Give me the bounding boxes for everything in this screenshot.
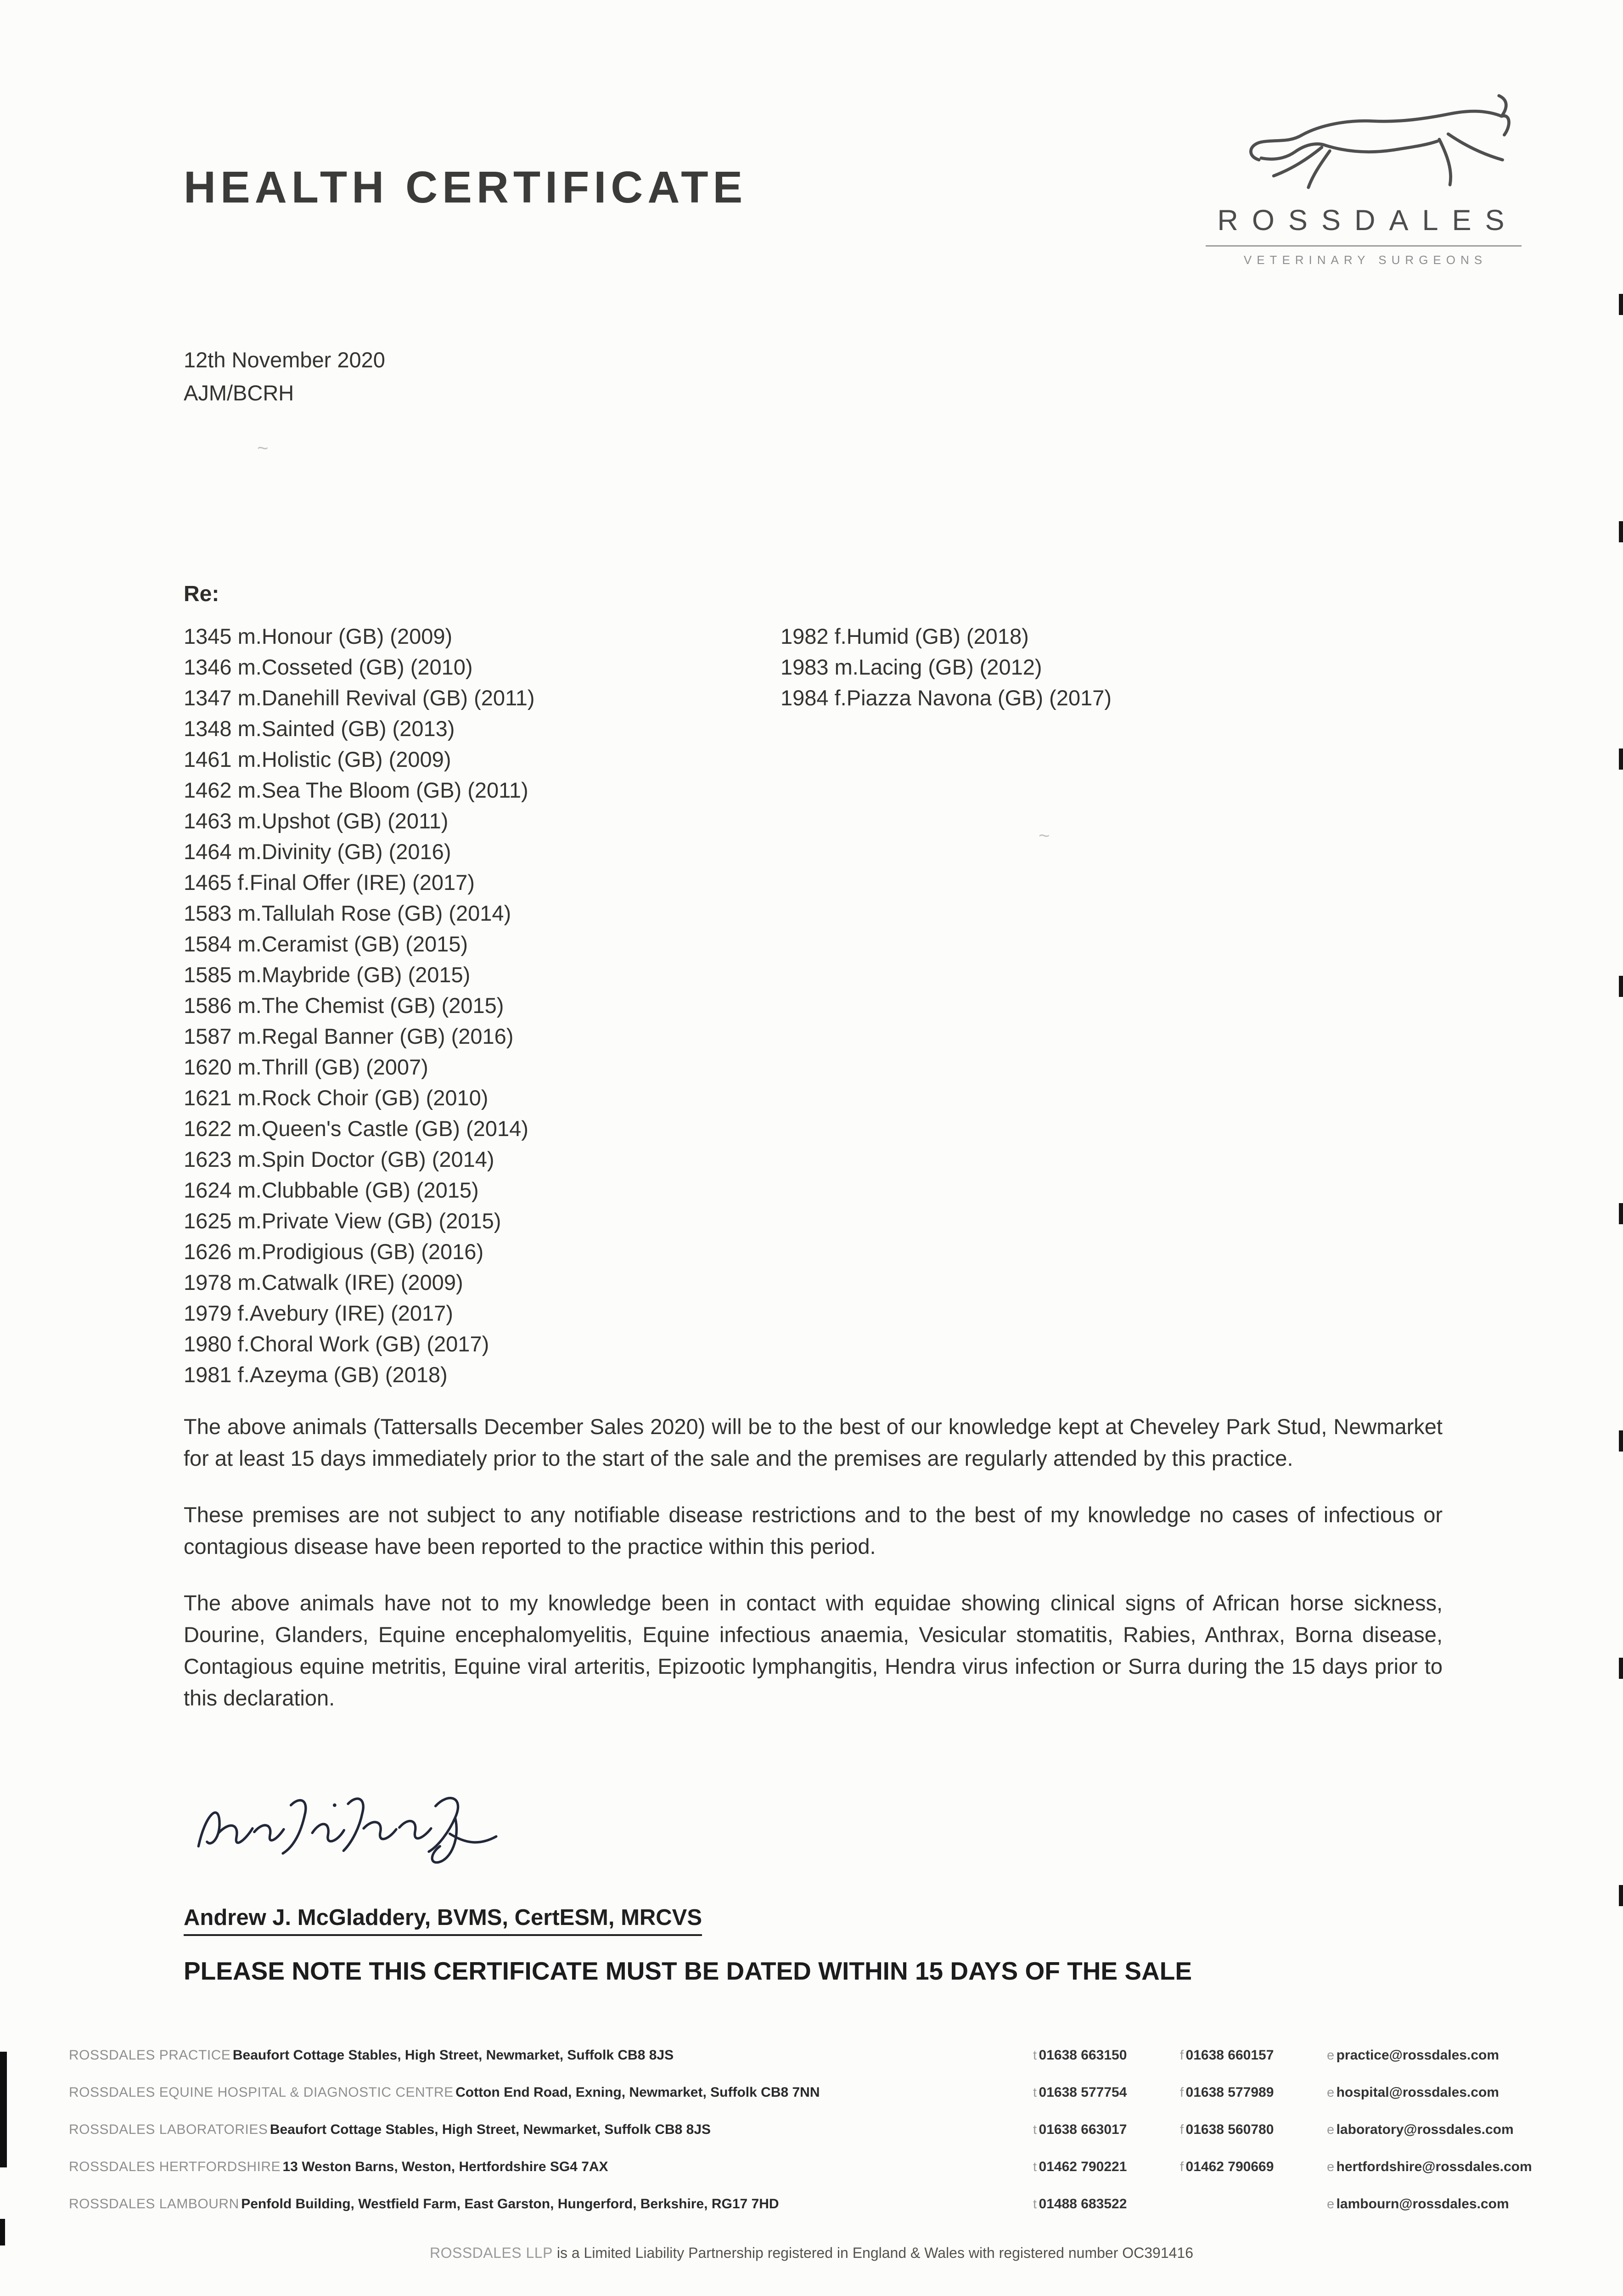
footer-office-row xyxy=(69,2112,1556,2150)
horse-list-item: 1620 m.Thrill (GB) (2007) xyxy=(184,1055,428,1079)
office-location xyxy=(69,2038,1033,2075)
office-fax xyxy=(1180,2075,1327,2112)
horse-list-item: 1623 m.Spin Doctor (GB) (2014) xyxy=(184,1147,494,1171)
office-email xyxy=(1327,2075,1556,2112)
office-email xyxy=(1327,2112,1556,2150)
office-fax xyxy=(1180,2038,1327,2075)
scan-artifact-left-blob xyxy=(0,2219,5,2245)
office-name: ROSSDALES PRACTICE xyxy=(69,2048,231,2063)
fax-number: 01638 660157 xyxy=(1185,2048,1274,2063)
scan-artifact-right-dash xyxy=(1619,748,1623,770)
tel-prefix: t xyxy=(1033,2085,1037,2100)
horse-list-item: 1464 m.Divinity (GB) (2016) xyxy=(184,839,451,864)
office-telephone xyxy=(1033,2112,1180,2150)
logo-tagline: VETERINARY SURGEONS xyxy=(1243,253,1488,267)
horse-list-item: 1348 m.Sainted (GB) (2013) xyxy=(184,716,455,741)
office-email xyxy=(1327,2187,1556,2224)
email-prefix: e xyxy=(1327,2085,1335,2100)
office-address: 13 Weston Barns, Weston, Hertfordshire SG4 7AX xyxy=(282,2159,608,2174)
tel-prefix: t xyxy=(1033,2197,1037,2212)
tel-prefix: t xyxy=(1033,2122,1037,2137)
scan-speck: ~ xyxy=(1039,825,1050,846)
email-prefix: e xyxy=(1327,2197,1335,2212)
paragraph: The above animals have not to my knowledge been in contact with equidae showing clinical signs of African horse sickness, Dourine, Glanders, Equine encephalomyelitis, Equine infectious anaemia, Vesicular stomatitis, Rabies, Anthrax, Borna disease, Contagious equine metritis, Equine viral arteritis, Epizootic lymphangitis, Hendra virus infection or Surra during the 15 days prior to this declaration. xyxy=(184,1591,1443,1710)
horse-list-item: 1978 m.Catwalk (IRE) (2009) xyxy=(184,1270,463,1294)
letter-meta xyxy=(184,343,385,410)
scan-speck: ~ xyxy=(257,437,269,459)
scan-artifact-right-dash xyxy=(1619,1885,1623,1906)
email-address: hertfordshire@rossdales.com xyxy=(1336,2159,1532,2174)
re-label: Re: xyxy=(184,582,219,606)
letter-date: 12th November 2020 xyxy=(184,348,385,372)
office-name: ROSSDALES HERTFORDSHIRE xyxy=(69,2159,281,2174)
horse-list-item: 1462 m.Sea The Bloom (GB) (2011) xyxy=(184,778,528,802)
logo-wordmark: ROSSDALES xyxy=(1217,204,1518,236)
fax-prefix: f xyxy=(1180,2048,1184,2063)
tel-number: 01638 663150 xyxy=(1039,2048,1127,2063)
horse-list-right xyxy=(781,621,1112,713)
office-location xyxy=(69,2112,1033,2150)
horse-list-item: 1347 m.Danehill Revival (GB) (2011) xyxy=(184,686,535,710)
horse-list-item: 1583 m.Tallulah Rose (GB) (2014) xyxy=(184,901,511,925)
tel-number: 01638 663017 xyxy=(1039,2122,1127,2137)
registration-text: is a Limited Liability Partnership registered in England & Wales with registered number OC391416 xyxy=(552,2245,1194,2261)
email-prefix: e xyxy=(1327,2048,1335,2063)
office-address: Beaufort Cottage Stables, High Street, Newmarket, Suffolk CB8 8JS xyxy=(232,2048,674,2063)
office-address: Penfold Building, Westfield Farm, East Garston, Hungerford, Berkshire, RG17 7HD xyxy=(241,2196,779,2212)
scan-artifact-right-dash xyxy=(1619,1658,1623,1679)
horse-icon xyxy=(1203,92,1524,201)
office-email xyxy=(1327,2038,1556,2075)
office-email xyxy=(1327,2150,1556,2187)
footer-office-row xyxy=(69,2187,1556,2224)
footer-office-row xyxy=(69,2075,1556,2112)
horse-list-item: 1983 m.Lacing (GB) (2012) xyxy=(781,655,1042,679)
horse-list-item: 1980 f.Choral Work (GB) (2017) xyxy=(184,1332,489,1356)
registration-line xyxy=(0,2245,1623,2262)
horse-list-item: 1984 f.Piazza Navona (GB) (2017) xyxy=(781,686,1112,710)
fax-prefix: f xyxy=(1180,2085,1184,2100)
office-telephone xyxy=(1033,2038,1180,2075)
tel-number: 01638 577754 xyxy=(1039,2085,1127,2100)
footer-offices xyxy=(69,2038,1556,2224)
horse-list-item: 1979 f.Avebury (IRE) (2017) xyxy=(184,1301,453,1325)
horse-list-item: 1465 f.Final Offer (IRE) (2017) xyxy=(184,870,475,895)
horse-list-item: 1621 m.Rock Choir (GB) (2010) xyxy=(184,1086,489,1110)
fax-number: 01638 577989 xyxy=(1185,2085,1274,2100)
office-address: Cotton End Road, Exning, Newmarket, Suffolk CB8 7NN xyxy=(455,2085,820,2100)
email-address: hospital@rossdales.com xyxy=(1336,2085,1499,2100)
office-name: ROSSDALES EQUINE HOSPITAL & DIAGNOSTIC CENTRE xyxy=(69,2085,454,2100)
email-address: lambourn@rossdales.com xyxy=(1336,2196,1509,2212)
fax-number: 01638 560780 xyxy=(1185,2122,1274,2137)
registration-company: ROSSDALES LLP xyxy=(429,2245,553,2261)
fax-prefix: f xyxy=(1180,2160,1184,2174)
paragraph: The above animals (Tattersalls December Sales 2020) will be to the best of our knowledge kept at Cheveley Park Stud, Newmarket for at least 15 days immediately prior to the start of the sale and the premises are regularly attended by this practice. xyxy=(184,1414,1443,1470)
fax-prefix: f xyxy=(1180,2122,1184,2137)
horse-list-item: 1624 m.Clubbable (GB) (2015) xyxy=(184,1178,479,1202)
office-fax xyxy=(1180,2150,1327,2187)
scan-artifact-right-dash xyxy=(1619,521,1623,542)
office-location xyxy=(69,2075,1033,2112)
footer-office-row xyxy=(69,2150,1556,2187)
horse-list-item: 1345 m.Honour (GB) (2009) xyxy=(184,624,453,648)
email-address: practice@rossdales.com xyxy=(1336,2048,1499,2063)
office-telephone xyxy=(1033,2075,1180,2112)
office-name: ROSSDALES LAMBOURN xyxy=(69,2196,239,2212)
certificate-notice: PLEASE NOTE THIS CERTIFICATE MUST BE DATED WITHIN 15 DAYS OF THE SALE xyxy=(184,1957,1192,1985)
office-name: ROSSDALES LABORATORIES xyxy=(69,2122,268,2137)
scan-artifact-right-dash xyxy=(1619,1203,1623,1224)
horse-list-item: 1586 m.The Chemist (GB) (2015) xyxy=(184,993,504,1018)
fax-number: 01462 790669 xyxy=(1185,2159,1274,2174)
office-telephone xyxy=(1033,2150,1180,2187)
tel-number: 01462 790221 xyxy=(1039,2159,1127,2174)
horse-list-left xyxy=(184,621,535,1390)
tel-prefix: t xyxy=(1033,2048,1037,2063)
email-prefix: e xyxy=(1327,2122,1335,2137)
signatory-name: Andrew J. McGladdery, BVMS, CertESM, MRCVS xyxy=(184,1905,702,1936)
scan-artifact-right-dash xyxy=(1619,294,1623,315)
page-title: HEALTH CERTIFICATE xyxy=(184,162,747,212)
paragraph: These premises are not subject to any notifiable disease restrictions and to the best of my knowledge no cases of infectious or contagious disease have been reported to the practice within this period. xyxy=(184,1503,1443,1559)
email-prefix: e xyxy=(1327,2160,1335,2174)
tel-number: 01488 683522 xyxy=(1039,2196,1127,2212)
horse-list-item: 1461 m.Holistic (GB) (2009) xyxy=(184,747,451,771)
horse-list-item: 1622 m.Queen's Castle (GB) (2014) xyxy=(184,1116,528,1141)
handwritten-signature xyxy=(187,1778,509,1872)
horse-list-item: 1981 f.Azeyma (GB) (2018) xyxy=(184,1362,448,1387)
office-location xyxy=(69,2150,1033,2187)
office-telephone xyxy=(1033,2187,1180,2224)
email-address: laboratory@rossdales.com xyxy=(1336,2122,1514,2137)
office-address: Beaufort Cottage Stables, High Street, Newmarket, Suffolk CB8 8JS xyxy=(270,2122,711,2137)
logo-divider xyxy=(1206,245,1522,247)
scan-artifact-right-dash xyxy=(1619,976,1623,997)
office-location xyxy=(69,2187,1033,2224)
horse-list-item: 1626 m.Prodigious (GB) (2016) xyxy=(184,1239,484,1264)
letter-body xyxy=(184,1411,1443,1739)
horse-list-item: 1982 f.Humid (GB) (2018) xyxy=(781,624,1029,648)
horse-list-item: 1585 m.Maybride (GB) (2015) xyxy=(184,962,471,987)
horse-list-item: 1584 m.Ceramist (GB) (2015) xyxy=(184,932,468,956)
rossdales-logo xyxy=(1203,92,1524,267)
horse-list-item: 1587 m.Regal Banner (GB) (2016) xyxy=(184,1024,514,1048)
scan-artifact-right-dash xyxy=(1619,1430,1623,1452)
footer-office-row xyxy=(69,2038,1556,2075)
horse-list-item: 1625 m.Private View (GB) (2015) xyxy=(184,1209,501,1233)
letter-reference: AJM/BCRH xyxy=(184,381,294,405)
tel-prefix: t xyxy=(1033,2160,1037,2174)
horse-list-item: 1346 m.Cosseted (GB) (2010) xyxy=(184,655,473,679)
horse-list-item: 1463 m.Upshot (GB) (2011) xyxy=(184,809,449,833)
office-fax xyxy=(1180,2112,1327,2150)
scan-artifact-left-bar xyxy=(0,2052,7,2167)
